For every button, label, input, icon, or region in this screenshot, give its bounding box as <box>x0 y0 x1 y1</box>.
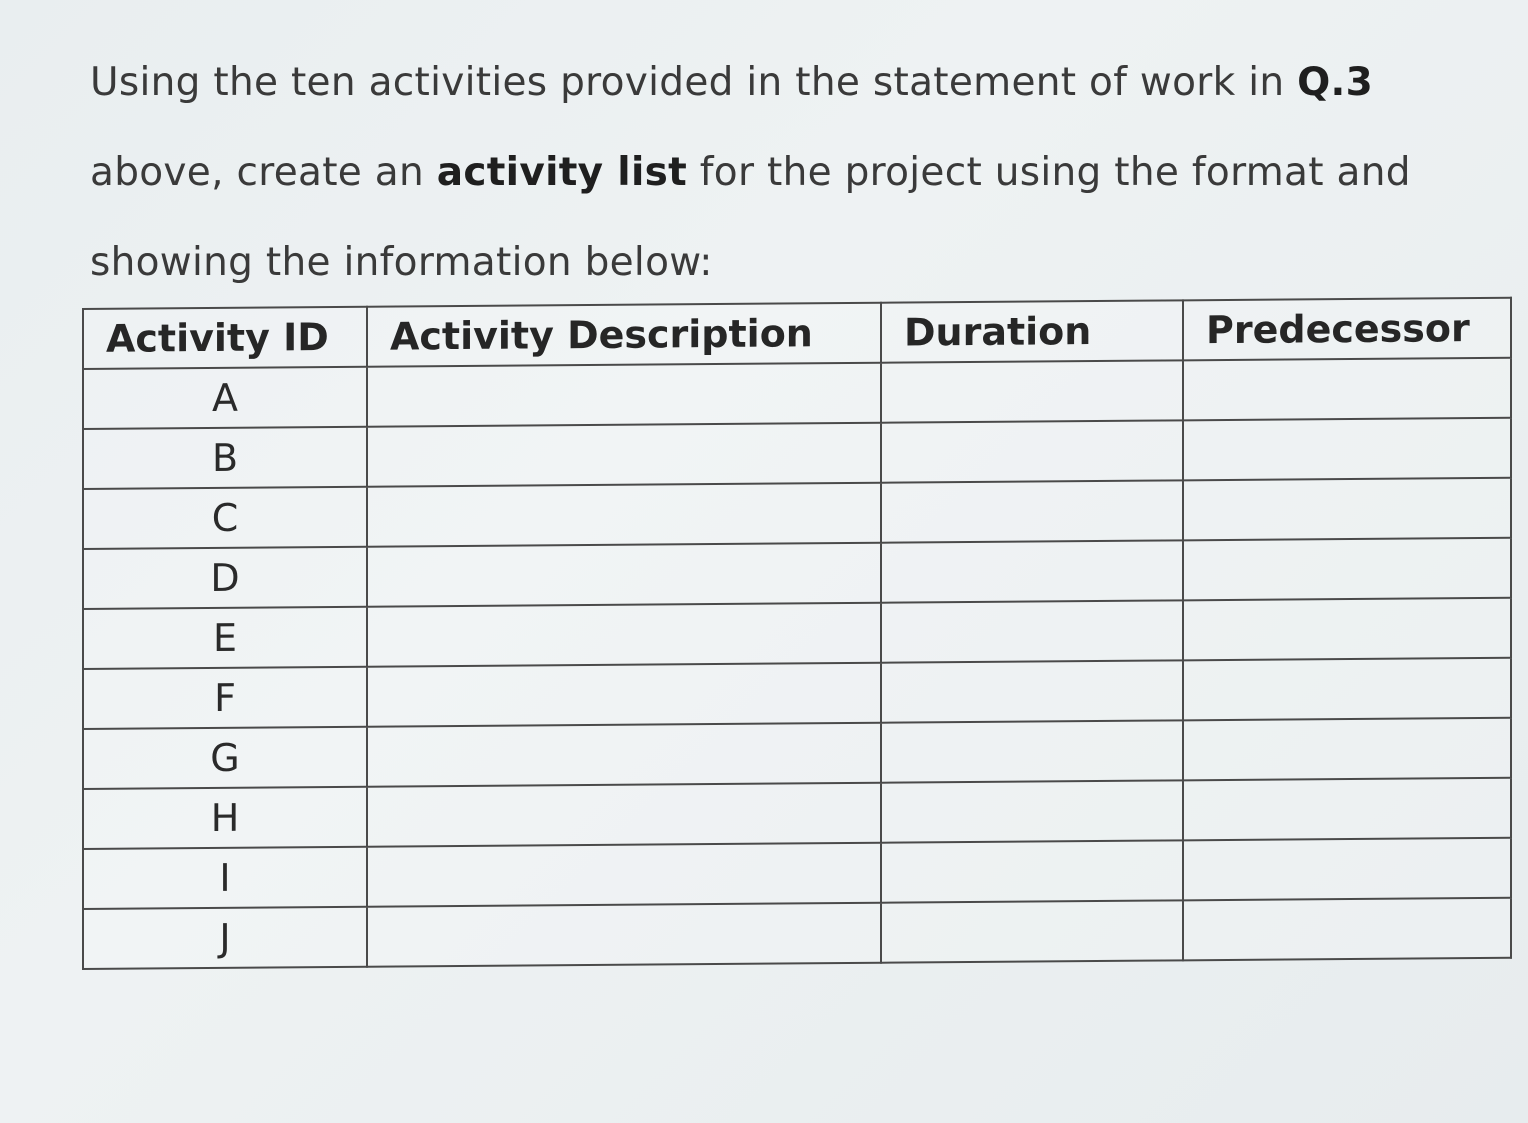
activity-table-container <box>82 297 1510 970</box>
description-cell[interactable] <box>367 603 881 667</box>
predecessor-cell[interactable] <box>1183 358 1511 421</box>
predecessor-cell[interactable] <box>1183 658 1511 721</box>
question-line-2-rest: for the project using the format and <box>687 150 1411 195</box>
question-text <box>90 38 1470 308</box>
duration-cell[interactable] <box>881 840 1183 902</box>
predecessor-cell[interactable] <box>1183 718 1511 781</box>
activity-id-cell: G <box>83 727 367 789</box>
description-cell[interactable] <box>367 483 881 547</box>
description-cell[interactable] <box>367 423 881 487</box>
predecessor-cell[interactable] <box>1183 898 1511 961</box>
table-row <box>83 838 1511 909</box>
duration-cell[interactable] <box>881 360 1183 422</box>
question-line-3: showing the information below: <box>90 240 713 285</box>
activity-id-cell: E <box>83 607 367 669</box>
table-row <box>83 538 1511 609</box>
activity-id-cell: D <box>83 547 367 609</box>
predecessor-cell[interactable] <box>1183 478 1511 541</box>
duration-cell[interactable] <box>881 600 1183 662</box>
description-cell[interactable] <box>367 903 881 967</box>
table-row <box>83 718 1511 789</box>
activity-id-cell: B <box>83 427 367 489</box>
predecessor-cell[interactable] <box>1183 418 1511 481</box>
description-cell[interactable] <box>367 363 881 427</box>
duration-cell[interactable] <box>881 420 1183 482</box>
table-row <box>83 898 1511 969</box>
activity-id-cell: A <box>83 367 367 429</box>
question-reference: Q.3 <box>1297 60 1374 105</box>
table-row <box>83 358 1511 429</box>
predecessor-cell[interactable] <box>1183 538 1511 601</box>
header-activity-description: Activity Description <box>367 303 881 367</box>
question-line-1-text: Using the ten activities provided in the statement of work in <box>90 60 1298 105</box>
duration-cell[interactable] <box>881 540 1183 602</box>
table-row <box>83 598 1511 669</box>
table-header-row <box>83 298 1511 369</box>
table-row <box>83 418 1511 489</box>
header-activity-id: Activity ID <box>83 307 367 369</box>
question-line-1 <box>90 38 1470 128</box>
description-cell[interactable] <box>367 843 881 907</box>
table-row <box>83 778 1511 849</box>
description-cell[interactable] <box>367 543 881 607</box>
description-cell[interactable] <box>367 663 881 727</box>
table-row <box>83 658 1511 729</box>
activity-id-cell: J <box>83 907 367 969</box>
activity-id-cell: C <box>83 487 367 549</box>
activity-list-term: activity list <box>436 150 688 195</box>
activity-list-table <box>82 297 1512 970</box>
activity-id-cell: I <box>83 847 367 909</box>
duration-cell[interactable] <box>881 480 1183 542</box>
table-row <box>83 478 1511 549</box>
question-line-2 <box>90 128 1470 218</box>
description-cell[interactable] <box>367 723 881 787</box>
duration-cell[interactable] <box>881 720 1183 782</box>
header-predecessor: Predecessor <box>1183 298 1511 361</box>
activity-id-cell: F <box>83 667 367 729</box>
duration-cell[interactable] <box>881 780 1183 842</box>
activity-id-cell: H <box>83 787 367 849</box>
predecessor-cell[interactable] <box>1183 838 1511 901</box>
predecessor-cell[interactable] <box>1183 778 1511 841</box>
duration-cell[interactable] <box>881 900 1183 962</box>
predecessor-cell[interactable] <box>1183 598 1511 661</box>
description-cell[interactable] <box>367 783 881 847</box>
header-duration: Duration <box>881 300 1183 362</box>
question-line-2-text: above, create an <box>90 150 437 195</box>
duration-cell[interactable] <box>881 660 1183 722</box>
